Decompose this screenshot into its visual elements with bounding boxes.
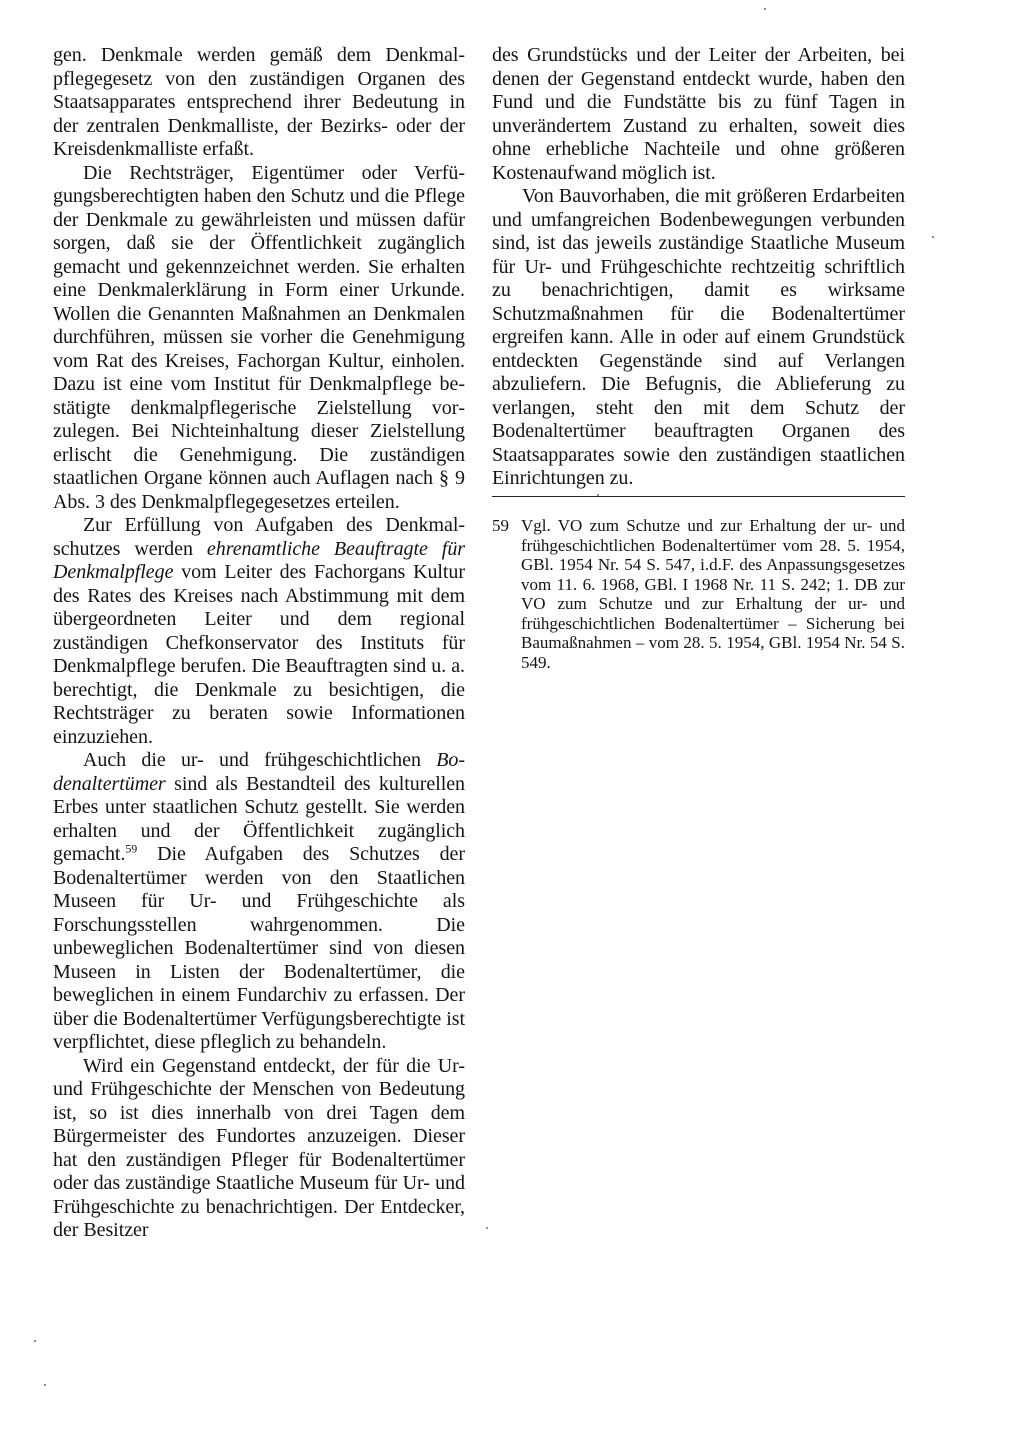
- footnote-text: Vgl. VO zum Schutze und zur Erhaltung der ur- und frühgeschichtlichen Bodenaltertümer vom 28. 5. 1954, GBl. 1954 Nr. 54 S. 547, i.d.F. des Anpassungsgesetzes vom 11. 6. 1968, GBl. I 1968 Nr. 11 S. 242; 1. DB zur VO zum Schutze und zur Erhaltung der ur- und frühgeschichtlichen Bodenaltertümer – Sicherung bei Baumaßnahmen – vom 28. 5. 1954, GBl. 1954 Nr. 54 S. 549.: [521, 516, 905, 672]
- paragraph-bodenaltertuemer: [53, 749, 465, 1055]
- footnote: [492, 516, 905, 672]
- footnote-divider: [492, 496, 905, 497]
- paragraph-text: Zur Erfüllung von Aufgaben des Denkmalschutzes werden: [53, 514, 465, 560]
- emphasis-term: Bodenaltertümer: [53, 749, 465, 795]
- left-text-column: [53, 44, 465, 1243]
- scan-speck: [44, 1384, 46, 1386]
- scan-speck: [932, 236, 934, 238]
- paragraph-beauftragte: [53, 514, 465, 749]
- footnote-reference: 59: [125, 841, 138, 856]
- scan-speck: [764, 8, 766, 10]
- paragraph-text: Auch die ur- und frühgeschichtlichen: [83, 749, 437, 771]
- paragraph-denkmale-erfassung: gen. Denkmale werden gemäß dem Denkmalpflegegesetz von den zuständigen Organen des Staatsapparates entsprechend ihrer Bedeutung in der zentralen Denkmalliste, der Bezirks- oder der Kreisdenkmalliste erfaßt.: [53, 44, 465, 160]
- scan-speck: [34, 1340, 36, 1342]
- scan-speck: [597, 494, 599, 496]
- paragraph-text: sind als Bestandteil des kulturellen Erbes unter staatlichen Schutz gestellt. Sie werden erhalten und der Öffentlichkeit zugänglich gemacht.: [53, 772, 465, 865]
- paragraph-rechtstraeger: Die Rechtsträger, Eigentümer oder Verfügungsberechtigten haben den Schutz und die Pflege der Denkmale zu gewährleisten und müssen dafür sorgen, daß sie der Öffentlichkeit zugänglich gemacht und gekennzeichnet werden. Sie erhalten eine Denkmalerklärung in Form einer Urkunde. Wollen die Genannten Maßnahmen an Denkmalen durchführen, müssen sie vorher die Genehmigung vom Rat des Kreises, Fachorgan Kultur, einholen. Dazu ist eine vom Institut für Denkmalpflege bestätigte denkmalpflegerische Zielstellung vorzulegen. Bei Nichteinhaltung dieser Zielstellung erlischt die Genehmigung. Die zuständigen staatlichen Organe können auch Auflagen nach § 9 Abs. 3 des Denkmalpflegegesetzes erteilen.: [53, 161, 465, 513]
- footnote-number: 59: [492, 516, 509, 535]
- right-text-column: [492, 44, 905, 491]
- paragraph-bauvorhaben: Von Bauvorhaben, die mit größeren Erdarbeiten und umfangreichen Bodenbewegungen verbunden sind, ist das jeweils zuständige Staatliche Museum für Ur- und Frühgeschichte rechtzeitig schriftlich zu benachrichtigen, damit es wirksame Schutzmaßnahmen für die Bodenaltertümer ergreifen kann. Alle in oder auf einem Grundstück entdeckten Gegenstände sind auf Verlangen abzuliefern. Die Befugnis, die Ablieferung zu verlangen, steht den mit dem Schutz der Bodenaltertümer beauftragten Organen des Staatsapparates sowie den zuständigen staatlichen Einrichtungen zu.: [492, 185, 905, 489]
- paragraph-fundstaette: des Grundstücks und der Leiter der Arbeiten, bei denen der Gegenstand entdeckt wurde, haben den Fund und die Fundstätte bis zu fünf Tagen in unverändertem Zustand zu erhalten, soweit dies ohne erhebliche Nachteile und ohne größeren Kostenaufwand möglich ist.: [492, 44, 905, 184]
- paragraph-text: Die Aufgaben des Schutzes der Bodenaltertümer werden von den Staatlichen Museen für Ur- und Frühgeschichte als Forschungsstellen wahrgenommen. Die unbeweglichen Bodenaltertümer sind von diesen Museen in Listen der Bodenaltertümer, die beweglichen in einem Fundarchiv zu erfassen. Der über die Bodenaltertümer Verfügungsberechtigte ist verpflichtet, diese pfleglich zu behandeln.: [53, 843, 465, 1053]
- emphasis-term: ehrenamtliche Beauftragte für Denkmalpflege: [53, 537, 465, 583]
- paragraph-fund-anzeige: Wird ein Gegenstand entdeckt, der für die Ur- und Frühgeschichte der Menschen von Bedeutung ist, so ist dies innerhalb von drei Tagen dem Bürgermeister des Fundortes anzuzeigen. Dieser hat den zuständigen Pfleger für Bodenaltertümer oder das zuständige Staatliche Museum für Ur- und Frühgeschichte zu benachrichtigen. Der Entdecker, der Besitzer: [53, 1054, 465, 1241]
- paragraph-text: vom Leiter des Fachorgans Kultur des Rates des Kreises nach Abstimmung mit dem übergeordneten Leiter und dem regional zuständigen Chefkonservator des Instituts für Denkmalpflege berufen. Die Beauftragten sind u. a. berechtigt, die Denkmale zu besichtigen, die Rechtsträger zu beraten sowie Informationen einzuziehen.: [53, 561, 465, 748]
- scan-speck: [486, 1227, 488, 1229]
